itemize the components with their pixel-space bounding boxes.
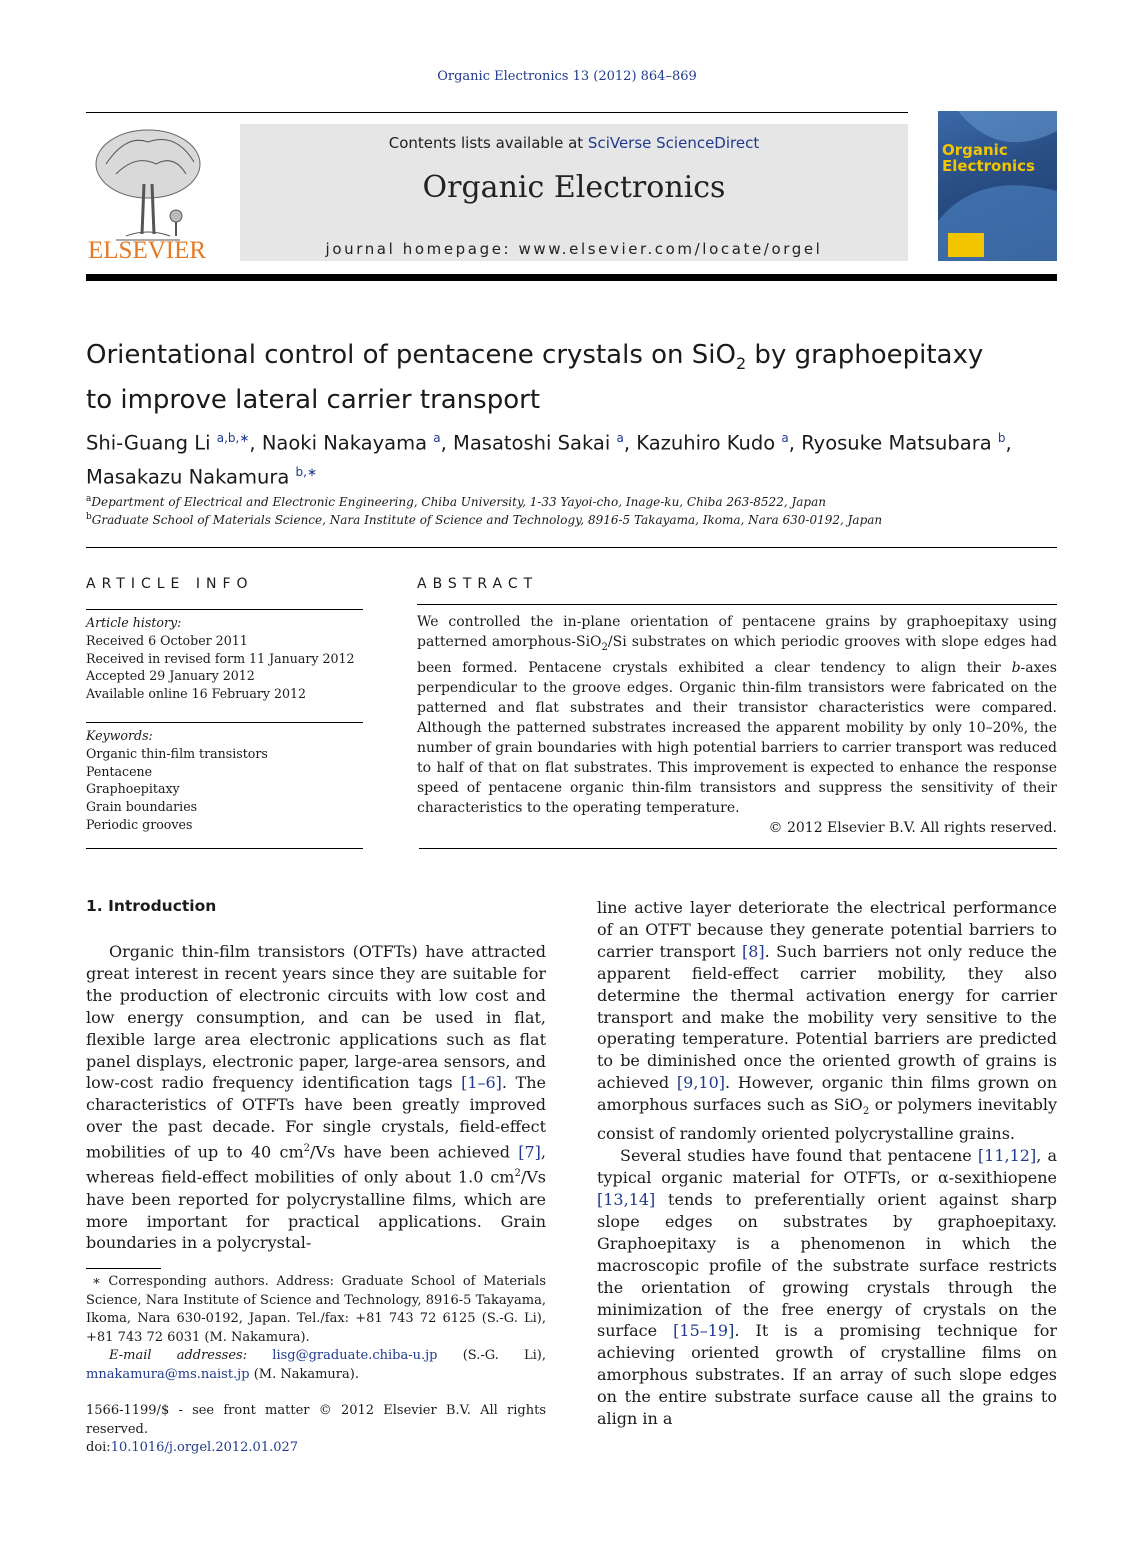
doi-label: doi: — [86, 1440, 111, 1455]
subscript: 2 — [862, 1106, 870, 1118]
intro-text: , whereas field-effect mobilities of only about 1.0 cm — [86, 1142, 546, 1187]
title-subscript: 2 — [735, 354, 747, 374]
corresponding-author-note: ∗ Corresponding authors. Address: Graduate School of Materials Science, Nara Institute of Science and Technology, 8916-5 Takayama, Ikoma, Nara 630-0192, Japan. Tel./fax: +81 743 72 6125 (S.-G. Li), +81 743 72 6031 (M. Nakamura). — [86, 1274, 546, 1345]
abstract-heading: ABSTRACT — [417, 576, 539, 592]
intro-text: . However, organic thin films grown on amorphous surfaces such as SiO — [597, 1073, 1057, 1115]
keyword-item: Periodic grooves — [86, 816, 193, 832]
article-info-rule — [86, 609, 363, 610]
journal-cover — [938, 111, 1057, 261]
author-separator: , — [249, 431, 262, 455]
author-name: Naoki Nakayama — [261, 431, 428, 455]
affiliation-text: Department of Electrical and Electronic Engineering, Chiba University, 1-33 Yayoi-cho, Inage-ku, Chiba 263-8522, Japan — [91, 495, 826, 509]
keyword-item: Grain boundaries — [86, 799, 198, 815]
doi-link[interactable]: 10.1016/j.orgel.2012.01.027 — [110, 1440, 299, 1455]
author-affil-mark[interactable]: b,∗ — [295, 464, 318, 479]
superscript: 2 — [514, 1168, 521, 1180]
elsevier-tree-icon — [86, 124, 212, 262]
intro-heading: 1. Introduction — [86, 897, 217, 915]
title-part-1: Orientational control of pentacene crystals on SiO — [86, 340, 736, 370]
intro-text: or polymers inevitably consist of randomly oriented polycrystalline grains. — [597, 1095, 1058, 1144]
author-affil-mark[interactable]: a — [616, 431, 624, 445]
article-info-heading: ARTICLE INFO — [86, 576, 254, 592]
affiliation-mark: b — [86, 512, 92, 522]
author-separator: , — [623, 431, 637, 455]
abstract-part-2: /Si substrates on which periodic grooves with slope edges had been formed. Pentacene crystals exhibited a clear tendency to align their — [417, 634, 1058, 676]
journal-banner — [240, 124, 908, 261]
footnote-rule — [86, 1268, 161, 1269]
journal-citation[interactable]: Organic Electronics 13 (2012) 864–869 — [437, 69, 697, 84]
intro-right-paragraph-1 — [597, 897, 1057, 1145]
citation-link[interactable]: [11,12] — [977, 1146, 1037, 1166]
contents-availability — [240, 134, 908, 152]
citation-link[interactable]: [7] — [518, 1142, 541, 1162]
sciencedirect-link[interactable]: SciVerse ScienceDirect — [587, 134, 760, 152]
intro-text: Several studies have found that pentacene — [620, 1146, 978, 1166]
elsevier-logo — [86, 124, 212, 262]
citation-link[interactable]: [8] — [741, 941, 765, 961]
history-online: Available online 16 February 2012 — [86, 686, 307, 702]
affiliation-rule — [86, 547, 1057, 548]
intro-right-column — [597, 897, 1057, 1430]
email-link-1[interactable]: lisg@graduate.chiba-u.jp — [272, 1348, 438, 1363]
keyword-item: Organic thin-film transistors — [86, 745, 268, 761]
affiliation-mark: a — [86, 494, 92, 504]
abstract-rule — [417, 604, 1057, 605]
article-title — [86, 337, 1057, 418]
author-affil-mark[interactable]: a — [433, 431, 441, 445]
title-line-2: to improve lateral carrier transport — [86, 385, 541, 416]
affiliation-b — [86, 512, 1057, 527]
info-bottom-rule — [86, 848, 363, 849]
contents-prefix: Contents lists available at — [388, 134, 588, 152]
header-rule — [86, 112, 908, 113]
keywords-label: Keywords: — [86, 728, 153, 743]
front-matter-block — [86, 1402, 546, 1458]
author-name: Masakazu Nakamura — [86, 465, 290, 488]
superscript: 2 — [303, 1143, 311, 1155]
citation-link[interactable]: [9,10] — [676, 1073, 725, 1093]
affiliation-a — [86, 494, 1057, 509]
email-link-2[interactable]: mnakamura@ms.naist.jp — [86, 1366, 250, 1382]
author-list — [86, 424, 1057, 491]
keyword-item: Pentacene — [86, 763, 153, 779]
keyword-item: Graphoepitaxy — [86, 781, 180, 797]
intro-text: , a typical organic material for OTFTs, or α-sexithiopene — [597, 1146, 1057, 1188]
author-affil-mark[interactable]: a,b,∗ — [216, 431, 250, 445]
abstract-copyright: © 2012 Elsevier B.V. All rights reserved. — [768, 819, 1057, 836]
affiliation-text: Graduate School of Materials Science, Nara Institute of Science and Technology, 8916-5 Takayama, Ikoma, Nara 630-0192, Japan — [91, 513, 883, 527]
intro-text: /Vs have been reported for polycrystalline films, which are more important for practical applications. Grain boundaries in a polycrystal- — [86, 1167, 546, 1253]
author-separator: , — [1005, 431, 1012, 455]
intro-text: Organic thin-film transistors (OTFTs) have attracted great interest in recent years since they are suitable for the production of electronic circuits with low cost and low energy consumption, and can be used in flat, flexible large area electronic applications such as flat panel displays, electronic paper, large-area sensors, and low-cost radio frequency identification tags — [86, 942, 546, 1093]
footnote-block — [86, 1273, 546, 1384]
svg-text:Organic: Organic — [942, 141, 1008, 159]
author-separator: , — [440, 431, 454, 455]
email-owner-2: (M. Nakamura). — [253, 1366, 359, 1382]
intro-text: tends to preferentially orient against sharp slope edges on substrates by graphoepitaxy. Graphoepitaxy is a phenomenon in which the macroscopic profile of the substrate surface restricts the orientation of growing crystals through the minimization of the free energy of crystals on the surface — [597, 1189, 1057, 1341]
history-revised: Received in revised form 11 January 2012 — [86, 650, 355, 666]
abstract-text — [417, 612, 1057, 838]
abstract-italic: b — [1011, 659, 1021, 676]
author-name: Masatoshi Sakai — [453, 431, 611, 455]
svg-text:Electronics: Electronics — [942, 157, 1035, 175]
email-label: E-mail addresses: — [109, 1348, 248, 1363]
abstract-bottom-rule — [419, 848, 1057, 849]
abstract-part-1: We controlled the in-plane orientation of pentacene grains by graphoepitaxy using patterned amorphous-SiO — [417, 614, 1057, 650]
history-label: Article history: — [86, 615, 182, 630]
keywords-rule — [86, 722, 363, 723]
intro-right-paragraph-2 — [597, 1145, 1057, 1430]
abstract-subscript: 2 — [601, 641, 608, 653]
author-affil-mark[interactable]: a — [781, 431, 789, 445]
front-matter: 1566-1199/$ - see front matter © 2012 Elsevier B.V. All rights reserved. — [86, 1403, 546, 1437]
journal-title: Organic Electronics — [422, 170, 726, 205]
journal-homepage[interactable]: journal homepage: www.elsevier.com/locate/orgel — [325, 240, 823, 258]
abstract-part-3: -axes perpendicular to the groove edges. Organic thin-film transistors were fabricated on the patterned and flat substrates and their transistor characteristics were compared. Although the patterned substrates increased the apparent mobility by only 10–20%, the number of grain boundaries with high potential barriers to carrier transport was reduced to half of that on flat substrates. This improvement is expected to enhance the response speed of pentacene organic thin-film transistors and suppress the sensitivity of their characteristics to the operating temperature. — [417, 659, 1057, 816]
intro-text: /Vs have been achieved — [310, 1142, 519, 1162]
cover-art — [938, 111, 1057, 261]
author-name: Kazuhiro Kudo — [636, 431, 776, 455]
intro-text: line active layer deteriorate the electrical performance of an OTFT because they generate potential barriers to carrier transport — [597, 898, 1057, 961]
email-line — [86, 1347, 546, 1384]
history-received: Received 6 October 2011 — [86, 632, 248, 648]
intro-text: . Such barriers not only reduce the apparent field-effect carrier mobility, they also determine the thermal activation energy for carrier transport and make the mobility very sensitive to the operating temperature. Potential barriers are predicted to be diminished once the oriented growth of grains is achieved — [597, 941, 1057, 1093]
citation-link[interactable]: [1–6] — [461, 1073, 502, 1093]
title-part-2: by graphoepitaxy — [746, 340, 984, 370]
keywords-block — [86, 727, 363, 834]
author-separator: , — [788, 431, 802, 455]
intro-text: . It is a promising technique for achieving oriented growth of crystalline films on amorphous substrates. If an array of such slope edges on the entire substrate surface cause all the grains to align in a — [597, 1321, 1058, 1429]
author-name: Ryosuke Matsubara — [801, 431, 992, 455]
email-owner-1: (S.-G. Li), — [462, 1348, 546, 1363]
intro-text: . The characteristics of OTFTs have been greatly improved over the past decade. For single crystals, field-effect mobilities of up to 40 cm — [86, 1073, 546, 1162]
author-name: Shi-Guang Li — [86, 431, 211, 455]
citation-link[interactable]: [15–19] — [673, 1321, 735, 1341]
header-thick-rule — [86, 274, 1057, 281]
intro-left-column — [86, 941, 546, 1254]
citation-link[interactable]: [13,14] — [597, 1189, 656, 1209]
history-accepted: Accepted 29 January 2012 — [86, 668, 255, 684]
author-affil-mark[interactable]: b — [997, 431, 1006, 445]
doi-line — [86, 1439, 546, 1458]
article-history — [86, 614, 363, 703]
svg-text:ELSEVIER: ELSEVIER — [88, 237, 207, 262]
